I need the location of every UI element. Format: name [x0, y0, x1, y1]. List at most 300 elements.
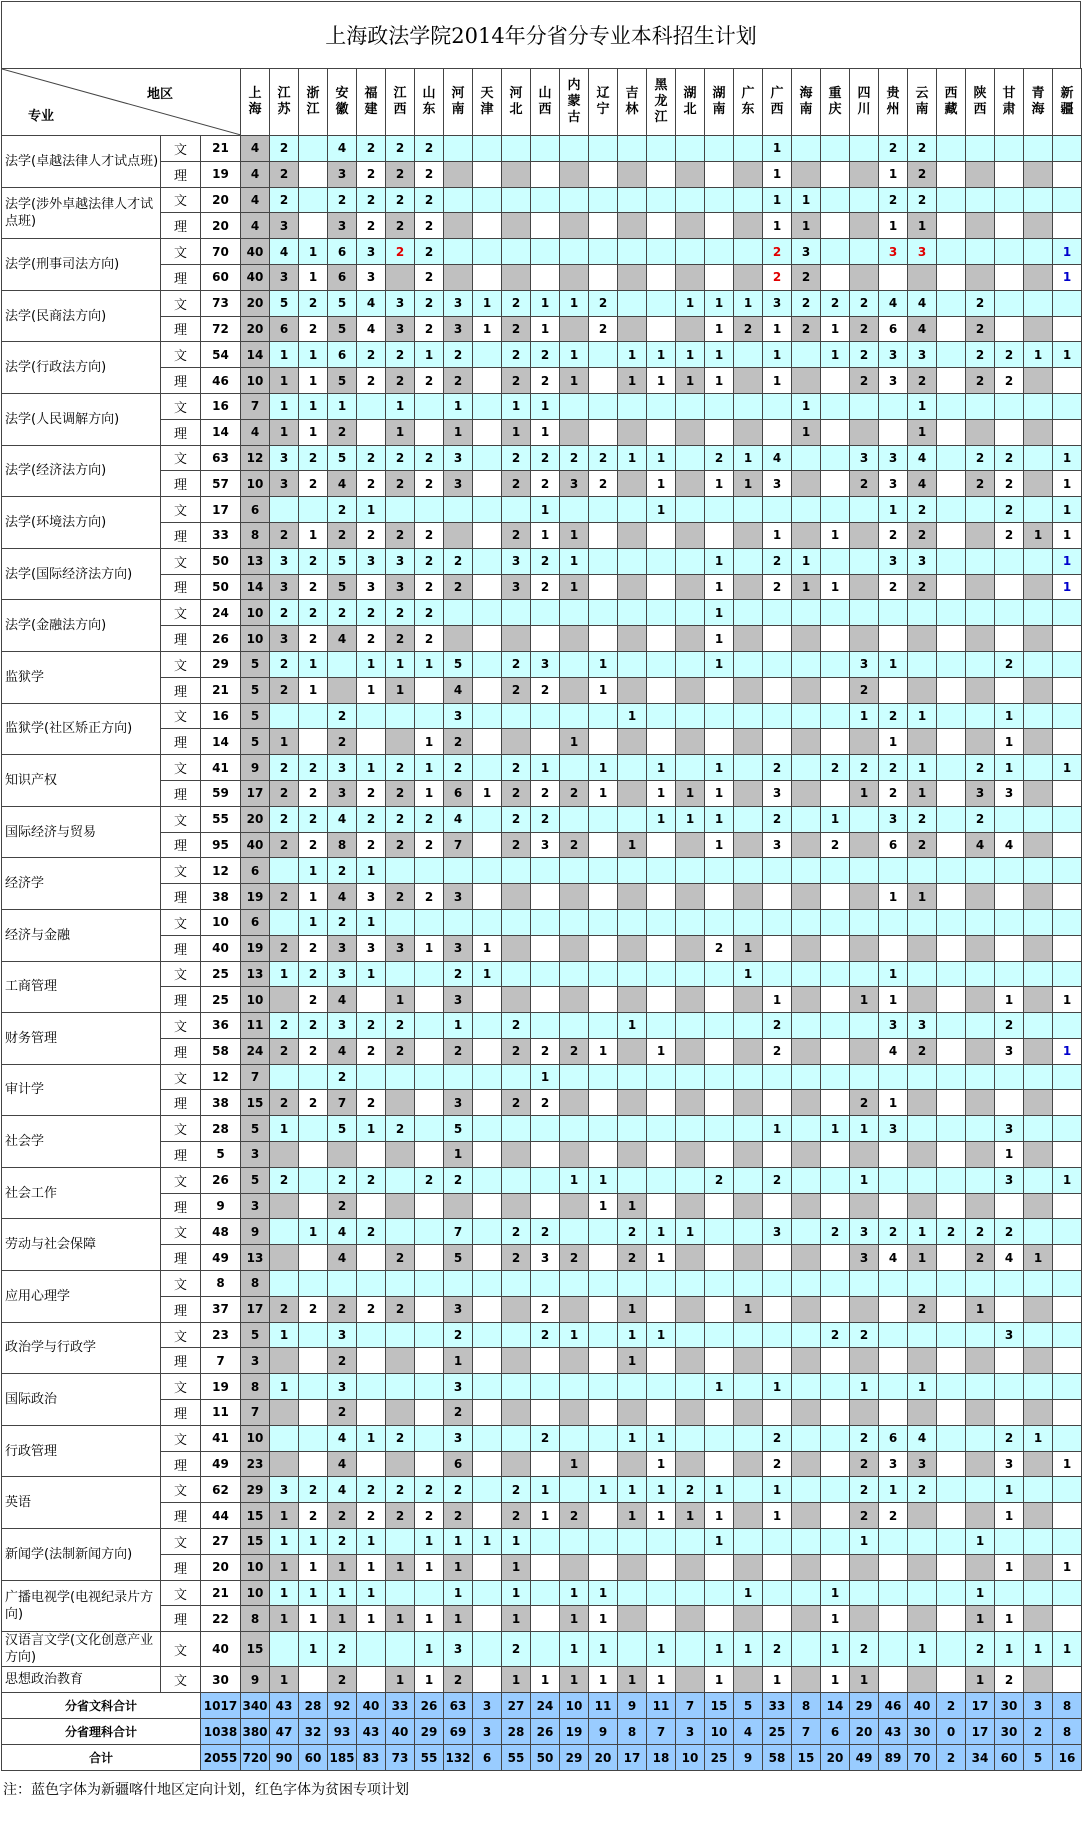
quota-cell [792, 1477, 821, 1503]
quota-cell: 2 [995, 342, 1024, 368]
quota-cell: 1 [415, 1529, 444, 1555]
summary-cell: 5 [1024, 1745, 1053, 1771]
province-label: 辽宁 [596, 86, 610, 117]
quota-cell [531, 1529, 560, 1555]
quota-cell [589, 419, 618, 445]
quota-cell: 1 [879, 1477, 908, 1503]
quota-cell [589, 1348, 618, 1374]
quota-cell: 2 [908, 806, 937, 832]
track-type: 文 [161, 961, 201, 987]
quota-cell [763, 909, 792, 935]
quota-cell [589, 909, 618, 935]
quota-cell: 2 [821, 290, 850, 316]
quota-cell [792, 1013, 821, 1039]
summary-cell: 20 [821, 1745, 850, 1771]
quota-cell [937, 548, 966, 574]
quota-cell: 3 [995, 1038, 1024, 1064]
quota-cell [618, 987, 647, 1013]
quota-cell [792, 1606, 821, 1632]
quota-cell [531, 703, 560, 729]
quota-cell: 1 [299, 1606, 328, 1632]
quota-cell: 2 [299, 548, 328, 574]
quota-cell [560, 239, 589, 265]
quota-cell: 2 [299, 600, 328, 626]
summary-cell: 20 [850, 1719, 879, 1745]
row-total: 21 [201, 677, 241, 703]
table-row [2, 342, 1082, 368]
quota-cell [1053, 935, 1082, 961]
quota-cell: 1 [415, 1554, 444, 1580]
quota-cell [676, 935, 705, 961]
quota-cell [821, 1038, 850, 1064]
quota-cell: 2 [531, 1425, 560, 1451]
quota-cell: 6 [241, 858, 270, 884]
quota-cell [531, 1580, 560, 1606]
quota-cell [676, 729, 705, 755]
quota-cell: 2 [386, 1503, 415, 1529]
table-row [2, 445, 1082, 471]
quota-cell [386, 1193, 415, 1219]
quota-cell: 2 [299, 780, 328, 806]
quota-cell: 2 [966, 445, 995, 471]
quota-cell [908, 1322, 937, 1348]
quota-cell [1053, 316, 1082, 342]
quota-cell: 3 [908, 239, 937, 265]
quota-cell [966, 626, 995, 652]
quota-cell: 2 [908, 574, 937, 600]
quota-cell: 2 [415, 239, 444, 265]
quota-cell: 2 [386, 832, 415, 858]
quota-cell [676, 1013, 705, 1039]
quota-cell [444, 1193, 473, 1219]
summary-cell: 40 [908, 1693, 937, 1719]
quota-cell [618, 935, 647, 961]
quota-cell [734, 806, 763, 832]
summary-cell: 34 [966, 1745, 995, 1771]
quota-cell [734, 1503, 763, 1529]
quota-cell [821, 1271, 850, 1297]
quota-cell: 2 [705, 935, 734, 961]
quota-cell: 2 [560, 445, 589, 471]
row-total: 12 [201, 1064, 241, 1090]
quota-cell [473, 1554, 502, 1580]
row-total: 26 [201, 626, 241, 652]
quota-cell [299, 161, 328, 187]
quota-cell [299, 729, 328, 755]
quota-cell: 1 [879, 884, 908, 910]
quota-cell [560, 1142, 589, 1168]
quota-cell: 3 [879, 471, 908, 497]
province-label: 四川 [857, 86, 871, 117]
quota-cell [502, 1064, 531, 1090]
quota-cell: 1 [473, 961, 502, 987]
quota-cell [850, 393, 879, 419]
quota-cell: 5 [328, 316, 357, 342]
summary-cell: 2 [1024, 1719, 1053, 1745]
quota-cell: 2 [357, 522, 386, 548]
quota-cell [734, 1529, 763, 1555]
quota-cell: 1 [879, 961, 908, 987]
quota-cell: 1 [734, 961, 763, 987]
quota-cell [531, 136, 560, 162]
quota-cell: 1 [647, 1245, 676, 1271]
quota-cell [792, 1400, 821, 1426]
quota-cell: 1 [995, 1632, 1024, 1667]
row-total: 20 [201, 187, 241, 213]
quota-cell [734, 780, 763, 806]
quota-cell: 4 [328, 1477, 357, 1503]
quota-cell: 2 [763, 1038, 792, 1064]
quota-cell [589, 574, 618, 600]
quota-cell [821, 1425, 850, 1451]
quota-cell [589, 806, 618, 832]
quota-cell [850, 1554, 879, 1580]
major-name: 应用心理学 [2, 1271, 161, 1323]
quota-cell: 1 [415, 935, 444, 961]
quota-cell [734, 729, 763, 755]
quota-cell: 1 [299, 239, 328, 265]
quota-cell: 1 [357, 961, 386, 987]
quota-cell [792, 884, 821, 910]
table-row [2, 1503, 1082, 1529]
quota-cell: 2 [444, 1503, 473, 1529]
quota-cell: 6 [879, 832, 908, 858]
quota-cell: 1 [589, 780, 618, 806]
quota-cell: 1 [647, 1038, 676, 1064]
summary-cell: 30 [995, 1719, 1024, 1745]
quota-cell [937, 1296, 966, 1322]
quota-cell [676, 1580, 705, 1606]
province-header [241, 69, 270, 136]
summary-cell: 18 [647, 1745, 676, 1771]
track-type: 理 [161, 1090, 201, 1116]
quota-cell: 2 [502, 651, 531, 677]
quota-cell: 2 [531, 1038, 560, 1064]
quota-cell: 4 [328, 987, 357, 1013]
quota-cell [763, 1529, 792, 1555]
quota-cell: 1 [589, 1167, 618, 1193]
quota-cell [647, 884, 676, 910]
table-row [2, 1554, 1082, 1580]
quota-cell: 1 [1053, 755, 1082, 781]
quota-cell: 6 [241, 497, 270, 523]
quota-cell [908, 1142, 937, 1168]
quota-cell: 1 [618, 368, 647, 394]
quota-cell [995, 1271, 1024, 1297]
quota-cell [1024, 987, 1053, 1013]
quota-cell [589, 600, 618, 626]
quota-cell [676, 1296, 705, 1322]
quota-cell: 1 [1053, 1451, 1082, 1477]
quota-cell [937, 729, 966, 755]
quota-cell [995, 161, 1024, 187]
quota-cell [589, 1271, 618, 1297]
quota-cell [937, 961, 966, 987]
quota-cell [270, 1219, 299, 1245]
quota-cell [647, 1116, 676, 1142]
quota-cell [473, 393, 502, 419]
quota-cell: 1 [1024, 1245, 1053, 1271]
quota-cell [531, 987, 560, 1013]
quota-cell [415, 1142, 444, 1168]
corner-header [2, 69, 241, 136]
quota-cell: 10 [241, 1580, 270, 1606]
quota-cell [966, 1425, 995, 1451]
quota-cell: 3 [444, 316, 473, 342]
quota-cell [647, 419, 676, 445]
table-row [2, 264, 1082, 290]
table-row [2, 1013, 1082, 1039]
quota-cell [676, 703, 705, 729]
quota-cell [850, 884, 879, 910]
quota-cell [647, 1167, 676, 1193]
row-total: 73 [201, 290, 241, 316]
quota-cell [850, 1271, 879, 1297]
quota-cell [299, 1348, 328, 1374]
row-total: 9 [201, 1193, 241, 1219]
quota-cell: 2 [299, 987, 328, 1013]
quota-cell: 3 [995, 1167, 1024, 1193]
quota-cell: 2 [531, 368, 560, 394]
summary-cell: 3 [473, 1719, 502, 1745]
quota-cell [850, 1038, 879, 1064]
quota-cell [589, 1322, 618, 1348]
quota-cell: 4 [328, 136, 357, 162]
quota-cell [850, 136, 879, 162]
table-row [2, 136, 1082, 162]
quota-cell: 1 [531, 316, 560, 342]
quota-cell [705, 1322, 734, 1348]
quota-cell [386, 1064, 415, 1090]
quota-cell [879, 1167, 908, 1193]
quota-cell: 2 [415, 187, 444, 213]
quota-cell: 1 [299, 419, 328, 445]
quota-cell [299, 1193, 328, 1219]
summary-cell: 49 [850, 1745, 879, 1771]
table-row [2, 471, 1082, 497]
quota-cell [618, 806, 647, 832]
quota-cell: 1 [734, 935, 763, 961]
quota-cell [618, 600, 647, 626]
quota-cell [850, 1348, 879, 1374]
quota-cell [850, 1580, 879, 1606]
quota-cell: 2 [386, 239, 415, 265]
quota-cell: 6 [328, 239, 357, 265]
quota-cell: 2 [270, 187, 299, 213]
quota-cell: 3 [879, 342, 908, 368]
quota-cell: 3 [879, 806, 908, 832]
quota-cell [1024, 1554, 1053, 1580]
quota-cell: 4 [328, 1425, 357, 1451]
quota-cell [705, 1116, 734, 1142]
quota-cell: 2 [531, 806, 560, 832]
quota-cell: 2 [328, 1667, 357, 1693]
quota-cell [270, 703, 299, 729]
quota-cell: 1 [647, 1477, 676, 1503]
quota-cell: 3 [444, 1296, 473, 1322]
quota-cell [560, 1193, 589, 1219]
quota-cell: 1 [850, 703, 879, 729]
quota-cell [850, 419, 879, 445]
quota-cell: 1 [1053, 522, 1082, 548]
summary-label: 合计 [2, 1745, 201, 1771]
quota-cell: 2 [502, 780, 531, 806]
province-header [1024, 69, 1053, 136]
quota-cell: 2 [850, 316, 879, 342]
quota-cell: 1 [473, 316, 502, 342]
quota-cell [995, 884, 1024, 910]
quota-cell [792, 1219, 821, 1245]
quota-cell [734, 1245, 763, 1271]
table-row [2, 909, 1082, 935]
quota-cell: 1 [299, 1529, 328, 1555]
quota-cell [473, 1667, 502, 1693]
quota-cell [879, 393, 908, 419]
summary-cell: 60 [299, 1745, 328, 1771]
quota-cell: 3 [386, 935, 415, 961]
quota-cell [589, 1013, 618, 1039]
track-type: 文 [161, 1167, 201, 1193]
quota-cell: 3 [241, 1193, 270, 1219]
quota-cell [676, 1400, 705, 1426]
quota-cell [357, 1451, 386, 1477]
quota-cell [589, 548, 618, 574]
quota-cell: 2 [299, 290, 328, 316]
quota-cell: 3 [444, 1374, 473, 1400]
quota-cell [531, 1116, 560, 1142]
quota-cell [966, 1090, 995, 1116]
quota-cell: 1 [328, 1580, 357, 1606]
quota-cell [589, 1296, 618, 1322]
quota-cell [937, 136, 966, 162]
quota-cell: 1 [850, 1529, 879, 1555]
track-type: 文 [161, 136, 201, 162]
quota-cell: 1 [705, 806, 734, 832]
summary-cell: 63 [444, 1693, 473, 1719]
quota-cell [560, 316, 589, 342]
quota-cell [618, 858, 647, 884]
quota-cell: 2 [502, 1038, 531, 1064]
quota-cell: 1 [589, 1632, 618, 1667]
quota-cell: 40 [241, 264, 270, 290]
quota-cell [734, 368, 763, 394]
quota-cell: 2 [299, 1296, 328, 1322]
quota-cell [502, 961, 531, 987]
quota-cell [937, 574, 966, 600]
quota-cell [763, 1400, 792, 1426]
quota-cell: 2 [966, 290, 995, 316]
quota-cell [821, 935, 850, 961]
quota-cell: 1 [531, 1064, 560, 1090]
quota-cell: 2 [589, 290, 618, 316]
quota-cell: 1 [589, 1580, 618, 1606]
quota-cell: 1 [270, 1374, 299, 1400]
quota-cell: 17 [241, 780, 270, 806]
quota-cell: 1 [299, 884, 328, 910]
header-row [2, 69, 1082, 136]
quota-cell: 3 [270, 574, 299, 600]
major-name: 行政管理 [2, 1425, 161, 1477]
quota-cell: 4 [241, 419, 270, 445]
quota-cell [1024, 1322, 1053, 1348]
quota-cell: 2 [328, 1296, 357, 1322]
quota-cell: 2 [502, 1245, 531, 1271]
quota-cell: 2 [415, 522, 444, 548]
quota-cell: 1 [415, 1606, 444, 1632]
province-header [531, 69, 560, 136]
quota-cell: 1 [444, 1606, 473, 1632]
quota-cell [676, 1245, 705, 1271]
quota-cell: 1 [357, 677, 386, 703]
quota-cell: 2 [995, 445, 1024, 471]
quota-cell: 1 [1053, 1632, 1082, 1667]
table-row [2, 677, 1082, 703]
track-type: 文 [161, 1632, 201, 1667]
summary-total: 2055 [201, 1745, 241, 1771]
quota-cell [792, 1348, 821, 1374]
quota-cell: 2 [328, 909, 357, 935]
quota-cell [1024, 1167, 1053, 1193]
quota-cell [966, 1167, 995, 1193]
quota-cell [444, 136, 473, 162]
quota-cell [1053, 136, 1082, 162]
quota-cell: 15 [241, 1090, 270, 1116]
quota-cell [879, 1193, 908, 1219]
quota-cell [647, 1193, 676, 1219]
quota-cell: 2 [879, 574, 908, 600]
quota-cell [937, 858, 966, 884]
quota-cell [270, 1400, 299, 1426]
row-total: 23 [201, 1322, 241, 1348]
quota-cell: 1 [763, 1116, 792, 1142]
quota-cell: 1 [531, 755, 560, 781]
quota-cell: 2 [444, 1667, 473, 1693]
summary-cell: 28 [502, 1719, 531, 1745]
track-type: 文 [161, 651, 201, 677]
summary-cell: 25 [763, 1719, 792, 1745]
quota-cell [270, 1348, 299, 1374]
quota-cell: 4 [328, 1038, 357, 1064]
quota-cell [1024, 1219, 1053, 1245]
row-total: 40 [201, 935, 241, 961]
quota-cell: 3 [502, 548, 531, 574]
quota-cell: 3 [763, 471, 792, 497]
quota-cell [734, 239, 763, 265]
quota-cell [1053, 729, 1082, 755]
quota-cell: 2 [995, 651, 1024, 677]
quota-cell [879, 1064, 908, 1090]
quota-cell [647, 1606, 676, 1632]
quota-cell: 1 [705, 290, 734, 316]
quota-cell [444, 497, 473, 523]
quota-cell [792, 445, 821, 471]
track-type: 文 [161, 1322, 201, 1348]
quota-cell: 3 [270, 445, 299, 471]
quota-cell [618, 884, 647, 910]
quota-cell [879, 1271, 908, 1297]
quota-cell [676, 1064, 705, 1090]
quota-cell: 1 [705, 1477, 734, 1503]
quota-cell: 1 [415, 780, 444, 806]
quota-cell: 15 [241, 1529, 270, 1555]
table-row [2, 1064, 1082, 1090]
quota-cell: 2 [357, 1477, 386, 1503]
summary-cell: 30 [908, 1719, 937, 1745]
quota-cell [792, 342, 821, 368]
quota-cell [386, 858, 415, 884]
quota-cell [937, 1193, 966, 1219]
quota-cell: 2 [589, 471, 618, 497]
